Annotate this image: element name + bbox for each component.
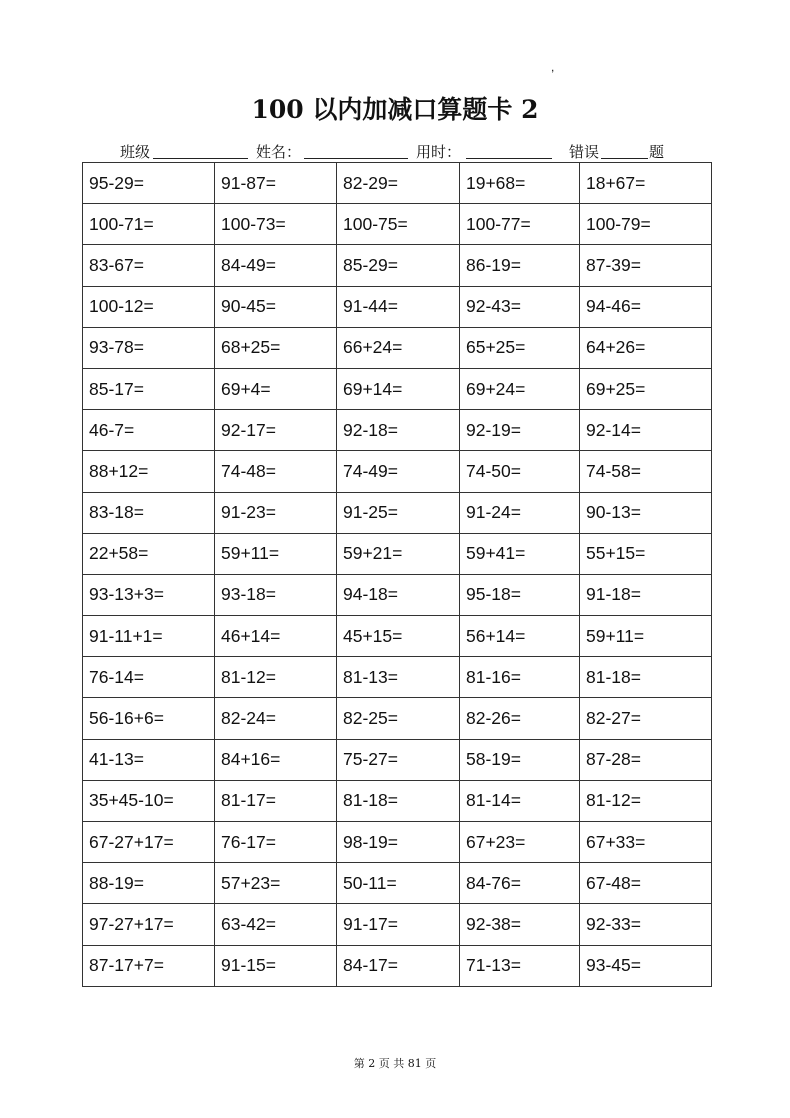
problem-cell: 65+25= — [460, 327, 580, 368]
problem-cell: 93-45= — [580, 945, 712, 986]
problem-cell: 93-78= — [83, 327, 215, 368]
problem-cell: 86-19= — [460, 245, 580, 286]
problem-cell: 81-12= — [580, 780, 712, 821]
problem-cell: 95-18= — [460, 574, 580, 615]
problem-cell: 84-17= — [337, 945, 460, 986]
table-row — [83, 204, 712, 245]
problem-cell: 67+33= — [580, 822, 712, 863]
problem-cell: 91-87= — [215, 163, 337, 204]
table-row — [83, 533, 712, 574]
problem-cell: 81-13= — [337, 657, 460, 698]
problem-cell: 59+11= — [580, 616, 712, 657]
problem-cell: 84-49= — [215, 245, 337, 286]
table-row — [83, 822, 712, 863]
table-row — [83, 739, 712, 780]
problem-cell: 87-28= — [580, 739, 712, 780]
student-info-line — [0, 141, 790, 163]
problem-cell: 100-75= — [337, 204, 460, 245]
problem-cell: 91-25= — [337, 492, 460, 533]
problem-cell: 67+23= — [460, 822, 580, 863]
problem-cell: 92-19= — [460, 410, 580, 451]
problem-cell: 56+14= — [460, 616, 580, 657]
problem-cell: 91-44= — [337, 286, 460, 327]
problem-cell: 92-43= — [460, 286, 580, 327]
problem-cell: 100-73= — [215, 204, 337, 245]
problem-cell: 59+21= — [337, 533, 460, 574]
problem-cell: 87-17+7= — [83, 945, 215, 986]
problem-cell: 85-29= — [337, 245, 460, 286]
problem-cell: 93-18= — [215, 574, 337, 615]
table-row — [83, 945, 712, 986]
problem-cell: 82-26= — [460, 698, 580, 739]
problem-cell: 91-23= — [215, 492, 337, 533]
problem-cell: 95-29= — [83, 163, 215, 204]
problem-cell: 91-17= — [337, 904, 460, 945]
problem-cell: 46-7= — [83, 410, 215, 451]
table-row — [83, 904, 712, 945]
table-row — [83, 286, 712, 327]
problem-cell: 81-12= — [215, 657, 337, 698]
problem-cell: 74-48= — [215, 451, 337, 492]
page-footer: 第 2 页 共 81 页 — [353, 1057, 437, 1070]
problem-cell: 82-25= — [337, 698, 460, 739]
table-row — [83, 657, 712, 698]
problem-cell: 67-48= — [580, 863, 712, 904]
problem-cell: 91-18= — [580, 574, 712, 615]
class-label: 班级 — [120, 144, 151, 161]
name-label: 姓名： — [256, 144, 302, 161]
table-row — [83, 163, 712, 204]
stray-mark: , — [551, 60, 555, 74]
problem-cell: 92-14= — [580, 410, 712, 451]
problem-table — [82, 162, 712, 987]
problem-cell: 98-19= — [337, 822, 460, 863]
table-row — [83, 780, 712, 821]
problem-cell: 97-27+17= — [83, 904, 215, 945]
table-row — [83, 863, 712, 904]
problem-cell: 88+12= — [83, 451, 215, 492]
problem-cell: 82-29= — [337, 163, 460, 204]
problem-cell: 93-13+3= — [83, 574, 215, 615]
problem-cell: 91-24= — [460, 492, 580, 533]
problem-cell: 81-18= — [337, 780, 460, 821]
table-row — [83, 451, 712, 492]
problem-cell: 92-33= — [580, 904, 712, 945]
problem-cell: 83-67= — [83, 245, 215, 286]
problem-cell: 59+41= — [460, 533, 580, 574]
problem-cell: 100-12= — [83, 286, 215, 327]
problem-cell: 69+24= — [460, 368, 580, 409]
problem-cell: 100-79= — [580, 204, 712, 245]
problem-cell: 55+15= — [580, 533, 712, 574]
table-row — [83, 698, 712, 739]
table-row — [83, 368, 712, 409]
problem-cell: 69+14= — [337, 368, 460, 409]
problem-cell: 50-11= — [337, 863, 460, 904]
problem-cell: 94-46= — [580, 286, 712, 327]
table-row — [83, 574, 712, 615]
problem-cell: 87-39= — [580, 245, 712, 286]
problem-cell: 100-71= — [83, 204, 215, 245]
problem-cell: 59+11= — [215, 533, 337, 574]
problem-cell: 90-13= — [580, 492, 712, 533]
problem-cell: 90-45= — [215, 286, 337, 327]
errors-suffix: 题 — [649, 144, 665, 161]
page-title: 100 以内加减口算题卡 2 — [251, 95, 539, 124]
problem-cell: 81-18= — [580, 657, 712, 698]
errors-label: 错误 — [569, 144, 600, 161]
problem-cell: 81-17= — [215, 780, 337, 821]
problem-cell: 19+68= — [460, 163, 580, 204]
table-row — [83, 410, 712, 451]
problem-cell: 91-15= — [215, 945, 337, 986]
problem-cell: 35+45-10= — [83, 780, 215, 821]
problem-cell: 85-17= — [83, 368, 215, 409]
name-blank[interactable] — [304, 158, 408, 159]
class-blank[interactable] — [153, 158, 248, 159]
problem-cell: 88-19= — [83, 863, 215, 904]
problem-cell: 74-50= — [460, 451, 580, 492]
problem-cell: 83-18= — [83, 492, 215, 533]
problem-cell: 84+16= — [215, 739, 337, 780]
table-row — [83, 616, 712, 657]
problem-cell: 68+25= — [215, 327, 337, 368]
problem-cell: 75-27= — [337, 739, 460, 780]
problem-cell: 92-18= — [337, 410, 460, 451]
problem-cell: 69+25= — [580, 368, 712, 409]
problem-cell: 71-13= — [460, 945, 580, 986]
problem-cell: 100-77= — [460, 204, 580, 245]
problem-cell: 74-58= — [580, 451, 712, 492]
problem-cell: 84-76= — [460, 863, 580, 904]
problem-cell: 91-11+1= — [83, 616, 215, 657]
problem-cell: 58-19= — [460, 739, 580, 780]
problem-cell: 66+24= — [337, 327, 460, 368]
problem-cell: 76-17= — [215, 822, 337, 863]
problem-cell: 18+67= — [580, 163, 712, 204]
errors-blank[interactable] — [601, 158, 648, 159]
table-row — [83, 245, 712, 286]
problem-cell: 74-49= — [337, 451, 460, 492]
problem-cell: 56-16+6= — [83, 698, 215, 739]
problem-cell: 22+58= — [83, 533, 215, 574]
problem-cell: 46+14= — [215, 616, 337, 657]
problem-cell: 57+23= — [215, 863, 337, 904]
problem-cell: 81-14= — [460, 780, 580, 821]
problem-cell: 82-27= — [580, 698, 712, 739]
problem-cell: 64+26= — [580, 327, 712, 368]
time-blank[interactable] — [466, 158, 552, 159]
problem-cell: 94-18= — [337, 574, 460, 615]
problem-cell: 92-17= — [215, 410, 337, 451]
problem-cell: 45+15= — [337, 616, 460, 657]
problem-cell: 67-27+17= — [83, 822, 215, 863]
table-row — [83, 492, 712, 533]
problem-cell: 76-14= — [83, 657, 215, 698]
problem-cell: 82-24= — [215, 698, 337, 739]
table-row — [83, 327, 712, 368]
problem-cell: 63-42= — [215, 904, 337, 945]
problem-cell: 41-13= — [83, 739, 215, 780]
problem-cell: 92-38= — [460, 904, 580, 945]
time-label: 用时： — [416, 144, 462, 161]
problem-cell: 69+4= — [215, 368, 337, 409]
problem-cell: 81-16= — [460, 657, 580, 698]
